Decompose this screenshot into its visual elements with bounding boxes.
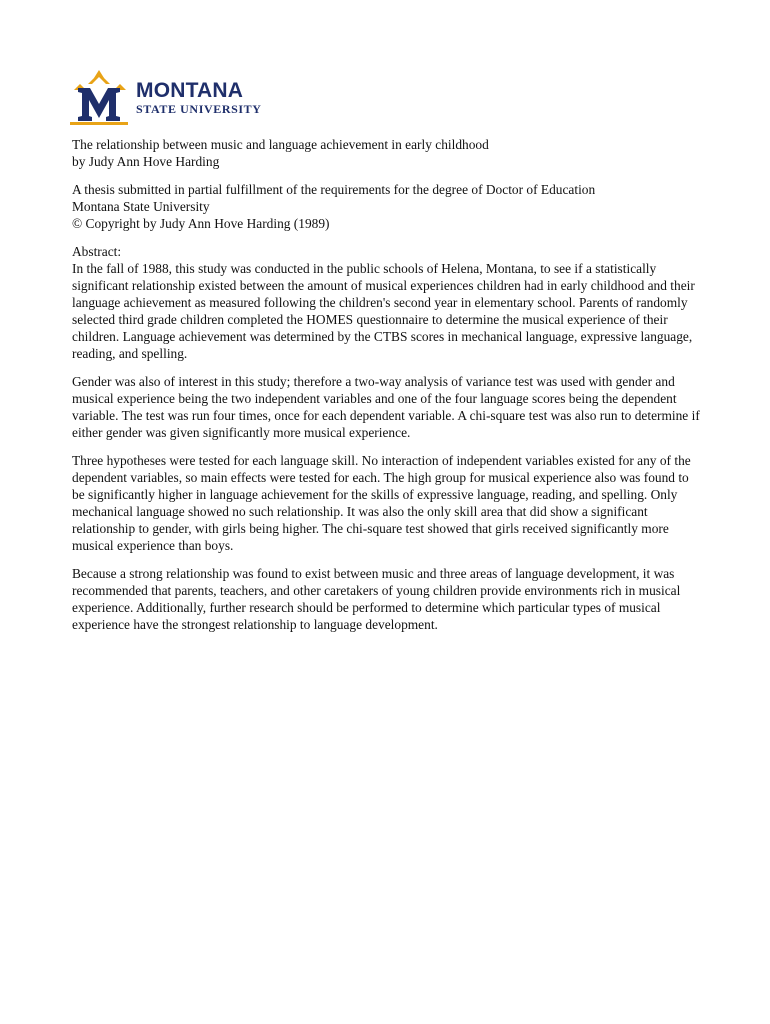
institution: Montana State University [72,199,210,214]
msu-logo [70,70,270,126]
submission-block [72,181,702,232]
title-block [72,136,702,170]
logo-name: MONTANA [136,79,244,102]
abstract-label: Abstract: [72,244,122,259]
abstract-text-1: In the fall of 1988, this study was conducted in the public schools of Helena, Montana, to see if a statistically significant relationship existed between the amount of musical experiences children had in early childhood and their language achievement as measured following the children's second year in elementary school. Parents of randomly selected third grade children completed the HOMES questionnaire to determine the musical experience of their children. Language achievement was determined by the CTBS scores in mechanical language, expressive language, reading, and spelling. [72,261,695,361]
thesis-author: by Judy Ann Hove Harding [72,154,220,169]
thesis-statement: A thesis submitted in partial fulfillment of the requirements for the degree of Doctor of Education [72,182,596,197]
thesis-title: The relationship between music and language achievement in early childhood [72,137,489,152]
abstract-paragraph-4: Because a strong relationship was found to exist between music and three areas of language development, it was recommended that parents, teachers, and other caretakers of young children provide environments rich in musical experience. Additionally, further research should be performed to determine which particular types of musical experience have the strongest relationship to language development. [72,566,681,632]
copyright: © Copyright by Judy Ann Hove Harding (1989) [72,216,330,231]
logo-subname: STATE UNIVERSITY [136,102,262,116]
logo-wordmark [136,80,262,116]
msu-m-emblem-icon [70,70,134,126]
abstract-paragraph-2: Gender was also of interest in this study; therefore a two-way analysis of variance test was used with gender and musical experience being the two independent variables and one of the four language scores being the dependent variable. The test was run four times, once for each dependent variable. A chi-square test was also run to determine if either gender was given significantly more musical experience. [72,374,700,440]
abstract-paragraph-1 [72,243,702,362]
abstract-paragraph-3: Three hypotheses were tested for each language skill. No interaction of independent variables existed for any of the dependent variables, so main effects were tested for each. The high group for musical experience also was found to be significantly higher in language achievement for the skills of expressive language, reading, and spelling. Only mechanical language showed no such relationship. It was also the only skill area that did show a significant relationship to gender, with girls being higher. The chi-square test showed that girls received significantly more musical experience than boys. [72,453,691,553]
document-body [72,136,702,644]
